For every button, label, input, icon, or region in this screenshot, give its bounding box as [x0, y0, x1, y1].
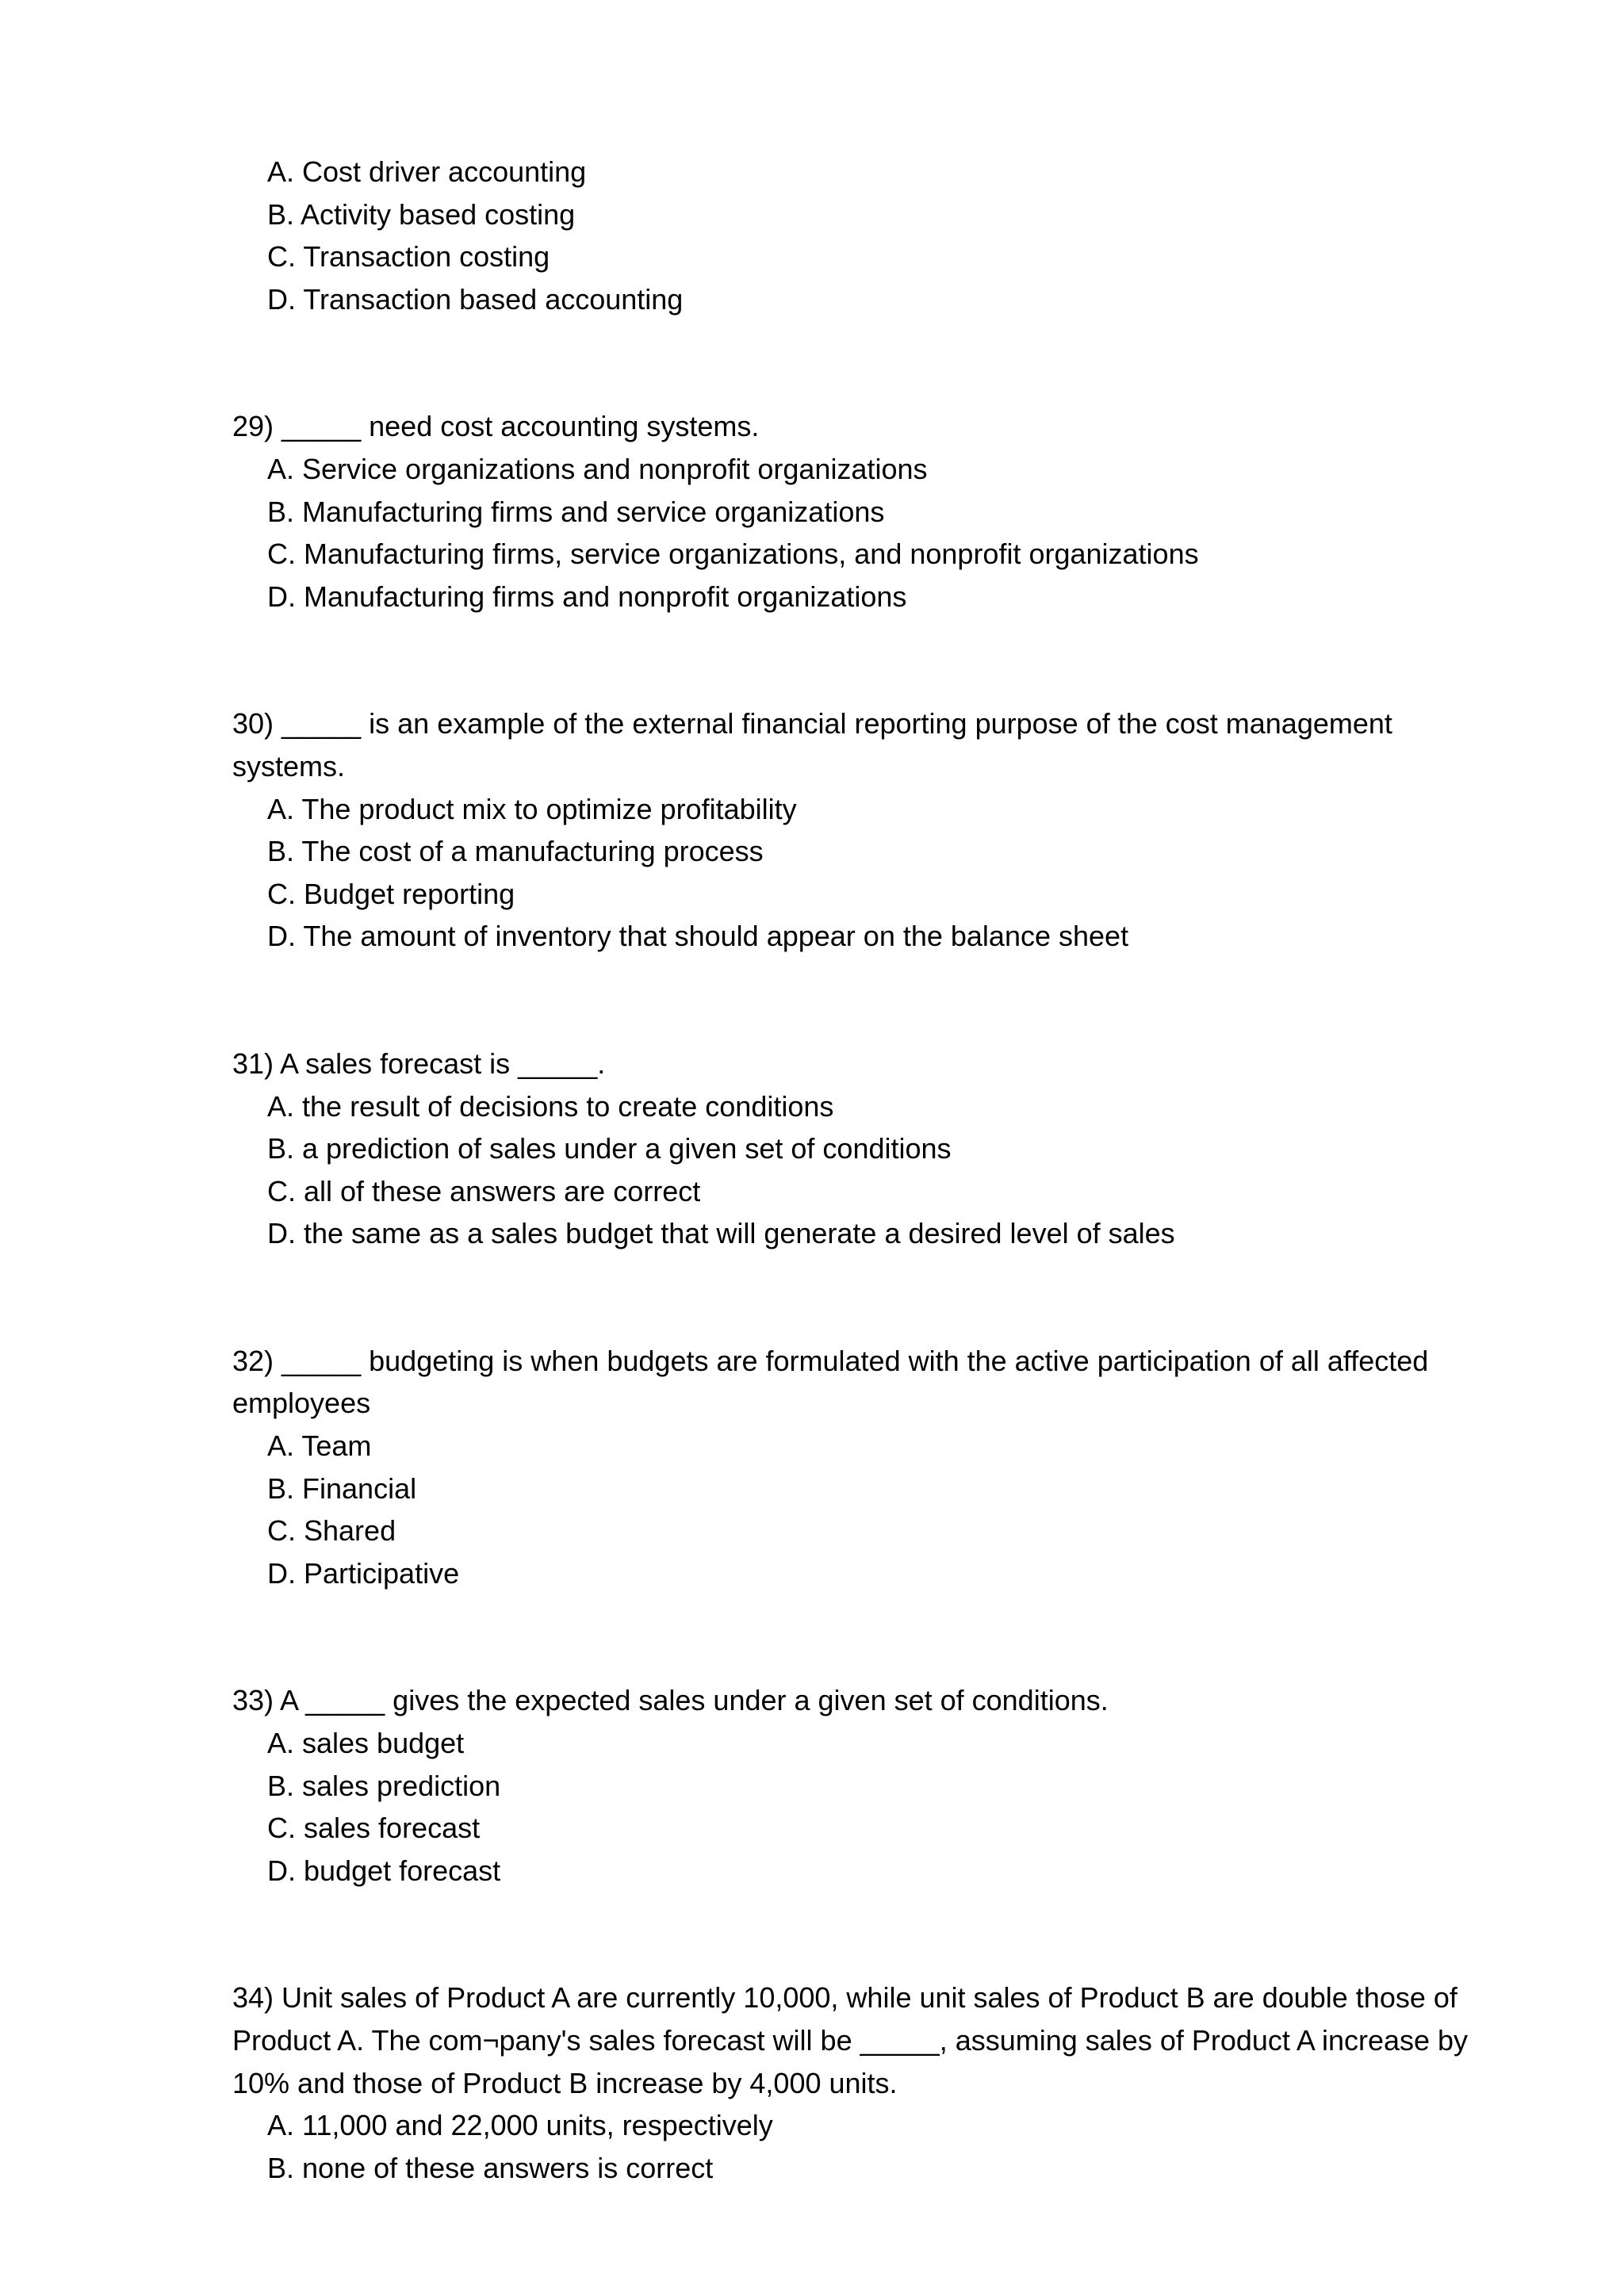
question-text: 29) _____ need cost accounting systems. — [232, 410, 760, 443]
answer-option: B. The cost of a manufacturing process — [267, 835, 764, 868]
answer-options — [232, 1425, 1501, 1594]
answer-option: D. the same as a sales budget that will generate a desired level of sales — [267, 1217, 1175, 1250]
answer-option: A. Team — [267, 1429, 372, 1463]
question-text: 31) A sales forecast is _____. — [232, 1047, 606, 1080]
answer-option: D. Participative — [267, 1556, 460, 1590]
question-32 — [232, 1340, 1501, 1595]
answer-option: A. 11,000 and 22,000 units, respectively — [267, 2109, 773, 2142]
answer-options — [232, 788, 1501, 958]
answer-option: B. sales prediction — [267, 1769, 501, 1802]
answer-option: D. budget forecast — [267, 1854, 501, 1887]
question-28-continued — [232, 151, 1501, 320]
answer-option: D. Transaction based accounting — [267, 282, 684, 316]
answer-option: C. Budget reporting — [267, 877, 515, 910]
answer-option: C. sales forecast — [267, 1812, 481, 1845]
answer-options — [232, 1722, 1501, 1892]
answer-option: C. all of these answers are correct — [267, 1174, 701, 1207]
question-text: 30) _____ is an example of the external financial reporting purpose of the cost management systems. — [232, 707, 1392, 783]
question-33 — [232, 1679, 1501, 1892]
question-text: 33) A _____ gives the expected sales under a given set of conditions. — [232, 1684, 1109, 1717]
answer-option: A. Service organizations and nonprofit organizations — [267, 452, 928, 485]
answer-option: A. Cost driver accounting — [267, 155, 587, 188]
answer-option: C. Transaction costing — [267, 240, 550, 274]
question-30 — [232, 702, 1501, 958]
answer-option: B. a prediction of sales under a given set of conditions — [267, 1132, 952, 1165]
question-text: 32) _____ budgeting is when budgets are formulated with the active participation of all affected employees — [232, 1344, 1429, 1420]
answer-option: B. Financial — [267, 1471, 417, 1505]
answer-options — [232, 151, 1501, 320]
question-29 — [232, 405, 1501, 618]
answer-option: D. Manufacturing firms and nonprofit organizations — [267, 580, 907, 613]
answer-option: B. Activity based costing — [267, 197, 576, 231]
answer-option: C. Manufacturing firms, service organizations, and nonprofit organizations — [267, 538, 1199, 571]
question-31 — [232, 1043, 1501, 1255]
answer-option: A. The product mix to optimize profitability — [267, 792, 797, 825]
answer-option: C. Shared — [267, 1514, 396, 1548]
answer-option: D. The amount of inventory that should appear on the balance sheet — [267, 920, 1129, 953]
answer-options — [232, 2104, 1501, 2189]
page-content — [232, 151, 1501, 2189]
answer-options — [232, 448, 1501, 618]
answer-option: A. the result of decisions to create conditions — [267, 1089, 834, 1123]
answer-options — [232, 1085, 1501, 1255]
answer-option: B. none of these answers is correct — [267, 2151, 714, 2184]
question-text: 34) Unit sales of Product A are currently 10,000, while unit sales of Product B are double those of Product A. The com¬pany's sales forecast will be _____, assuming sales of Product A increase by 10% and those of Product B increase by 4,000 units. — [232, 1981, 1469, 2099]
question-34 — [232, 1976, 1501, 2189]
answer-option: A. sales budget — [267, 1727, 465, 1760]
answer-option: B. Manufacturing firms and service organizations — [267, 495, 885, 528]
